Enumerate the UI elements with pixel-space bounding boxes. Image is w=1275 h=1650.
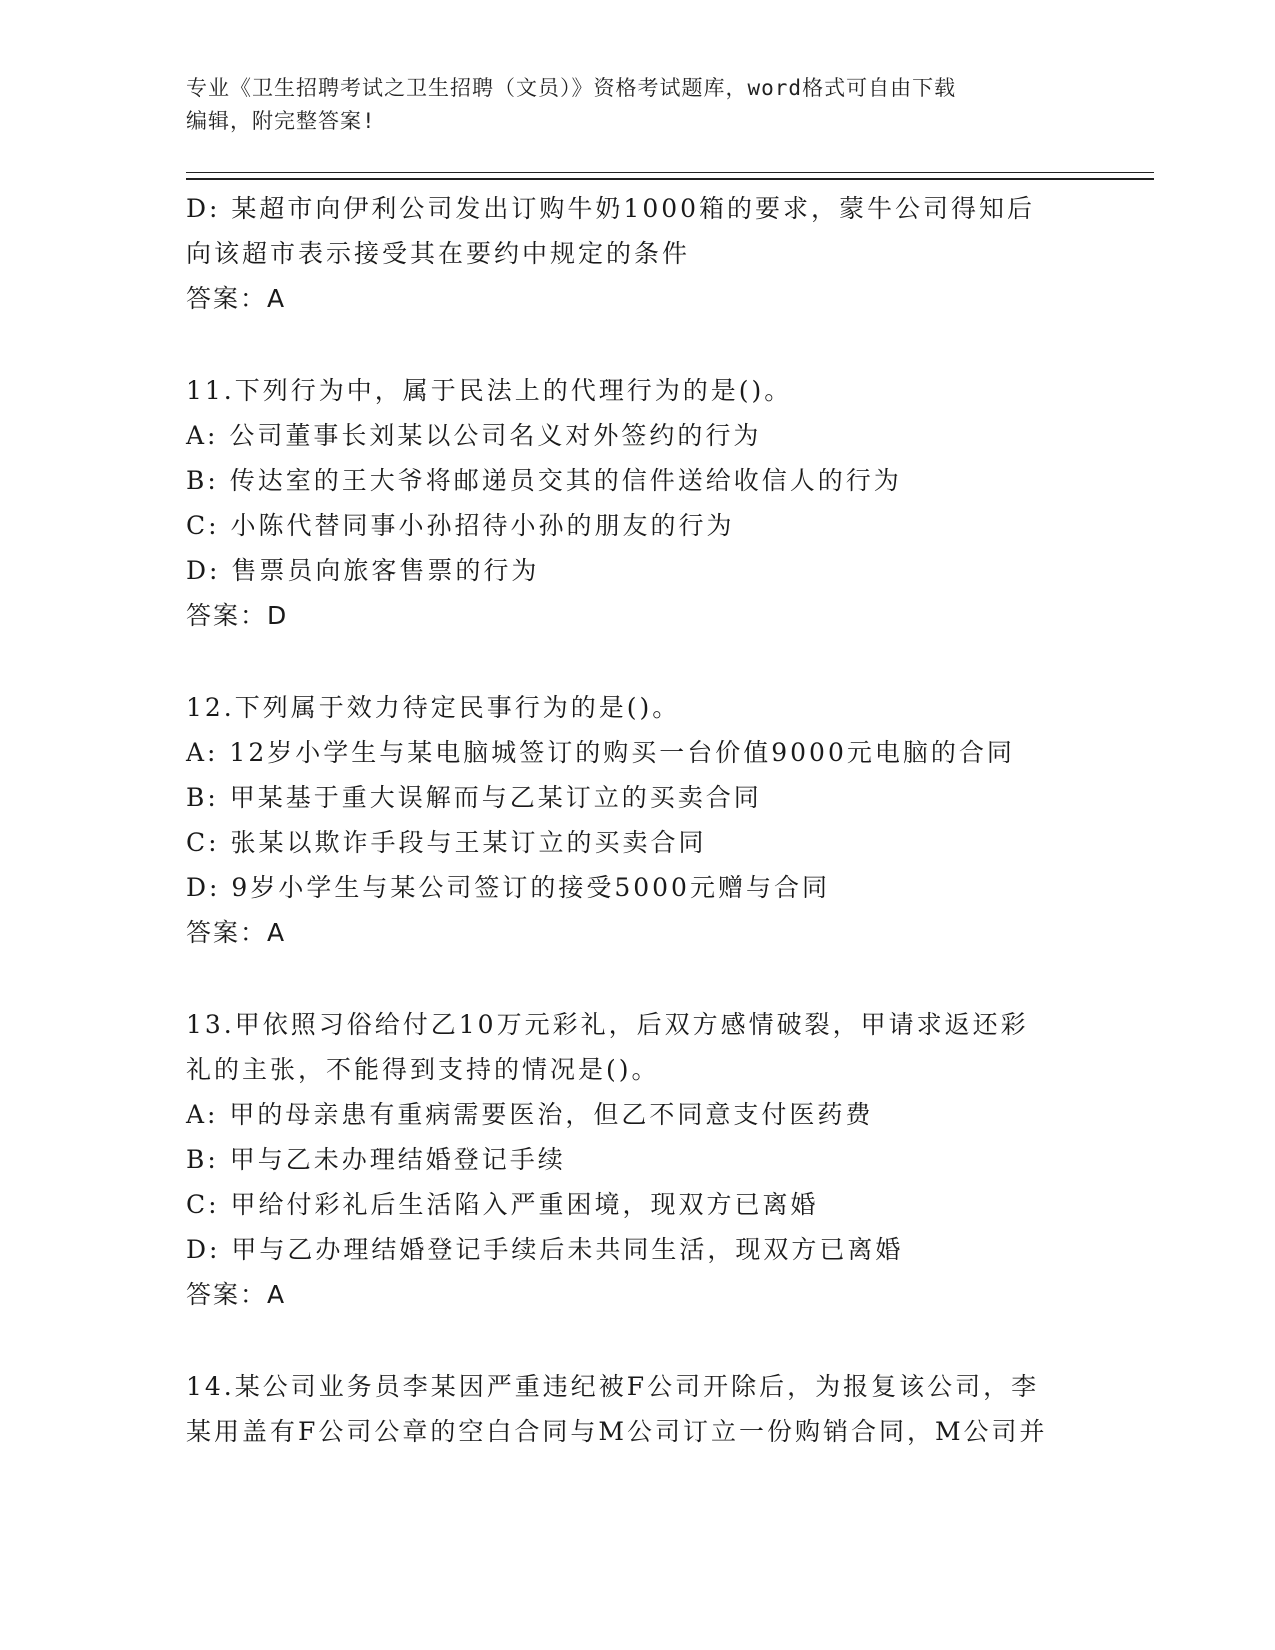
option-c: C: 小陈代替同事小孙招待小孙的朋友的行为 — [186, 511, 735, 540]
option-d-continued: 向该超市表示接受其在要约中规定的条件 — [186, 239, 691, 268]
option-a: A: 公司董事长刘某以公司名义对外签约的行为 — [186, 421, 762, 450]
question-stem: 14.某公司业务员李某因严重违纪被F公司开除后，为报复该公司，李 — [186, 1372, 1040, 1401]
question-stem: 12.下列属于效力待定民事行为的是()。 — [186, 693, 681, 722]
question-11 — [186, 368, 1086, 638]
answer: 答案：A — [186, 918, 287, 947]
option-b: B: 甲某基于重大误解而与乙某订立的买卖合同 — [186, 783, 762, 812]
option-a: A: 12岁小学生与某电脑城签订的购买一台价值9000元电脑的合同 — [186, 738, 1015, 767]
option-b: B: 传达室的王大爷将邮递员交其的信件送给收信人的行为 — [186, 466, 902, 495]
answer: 答案：D — [186, 601, 289, 630]
option-b: B: 甲与乙未办理结婚登记手续 — [186, 1145, 566, 1174]
option-d: D: 售票员向旅客售票的行为 — [186, 556, 540, 585]
header-line-1: 专业《卫生招聘考试之卫生招聘（文员）》资格考试题库，word格式可自由下载 — [186, 76, 957, 100]
option-a: A: 甲的母亲患有重病需要医治，但乙不同意支付医药费 — [186, 1100, 874, 1129]
option-c: C: 甲给付彩礼后生活陷入严重困境，现双方已离婚 — [186, 1190, 819, 1219]
question-13 — [186, 1002, 1086, 1317]
question-14 — [186, 1364, 1086, 1454]
header-rule-thin — [186, 172, 1154, 173]
question-stem-continued: 礼的主张，不能得到支持的情况是()。 — [186, 1055, 660, 1084]
header-line-2: 编辑，附完整答案! — [186, 109, 376, 133]
option-d: D: 某超市向伊利公司发出订购牛奶1000箱的要求，蒙牛公司得知后 — [186, 194, 1036, 223]
document-header — [186, 72, 1066, 138]
question-stem-continued: 某用盖有F公司公章的空白合同与M公司订立一份购销合同，M公司并 — [186, 1417, 1048, 1446]
question-stem: 13.甲依照习俗给付乙10万元彩礼，后双方感情破裂，甲请求返还彩 — [186, 1010, 1029, 1039]
question-stem: 11.下列行为中，属于民法上的代理行为的是()。 — [186, 376, 793, 405]
option-c: C: 张某以欺诈手段与王某订立的买卖合同 — [186, 828, 707, 857]
question-12 — [186, 685, 1086, 955]
header-rule-thick — [186, 178, 1154, 180]
option-d: D: 9岁小学生与某公司签订的接受5000元赠与合同 — [186, 873, 830, 902]
option-d: D: 甲与乙办理结婚登记手续后未共同生活，现双方已离婚 — [186, 1235, 904, 1264]
answer: 答案：A — [186, 284, 287, 313]
answer: 答案：A — [186, 1280, 287, 1309]
previous-question — [186, 186, 1086, 321]
question-content — [186, 186, 1086, 1454]
